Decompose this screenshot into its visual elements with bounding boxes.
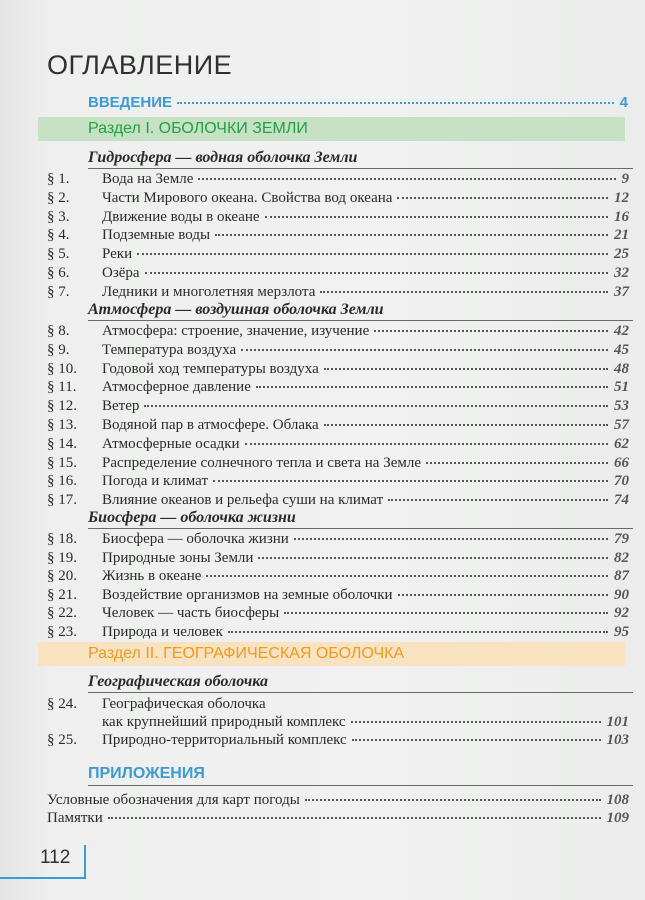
toc-row-page: 45: [614, 341, 629, 358]
toc-row-page: 108: [606, 792, 629, 808]
toc-row-intro[interactable]: [88, 93, 628, 113]
dot-leader: [144, 405, 608, 407]
group-title-hydrosphere: Гидросфера — водная оболочка Земли: [88, 149, 358, 166]
toc-row-page: 70: [614, 473, 629, 490]
toc-row-25[interactable]: [47, 730, 629, 750]
dot-leader: [206, 575, 608, 577]
dot-leader: [397, 197, 608, 199]
toc-row[interactable]: [47, 453, 629, 473]
toc-row[interactable]: [47, 471, 629, 491]
toc-row-title: Подземные воды: [102, 227, 211, 244]
toc-row-title: Природно-территориальный комплекс: [102, 732, 347, 748]
toc-row-page: 9: [621, 171, 629, 187]
toc-row[interactable]: [47, 340, 629, 360]
toc-row-page: 42: [614, 323, 629, 339]
group-title-atmosphere: Атмосфера — воздушная оболочка Земли: [88, 301, 384, 318]
toc-row-title: Природные зоны Земли: [102, 549, 254, 566]
toc-row-num: § 14.: [47, 435, 77, 452]
toc-row-page: 79: [614, 531, 629, 547]
toc-row[interactable]: [47, 566, 629, 586]
toc-row-num: § 10.: [47, 360, 77, 377]
dot-leader: [245, 443, 608, 445]
dot-leader: [426, 462, 608, 464]
toc-row-title: Реки: [102, 246, 133, 263]
toc-row-page: 51: [614, 379, 629, 396]
toc-row-page: 53: [614, 398, 629, 415]
toc-row-24-line2[interactable]: [47, 712, 629, 732]
toc-row-title: Ледники и многолетняя мерзлота: [102, 283, 316, 300]
toc-row-title: Распределение солнечного тепла и света на Земле: [102, 454, 422, 471]
toc-row-title: как крупнейший природный комплекс: [102, 714, 346, 730]
group-title-geo-shell: Географическая оболочка: [88, 673, 268, 690]
toc-row[interactable]: [47, 548, 629, 568]
dot-leader: [145, 272, 608, 274]
toc-row-page: 57: [614, 417, 629, 433]
section-title-2: Раздел II. ГЕОГРАФИЧЕСКАЯ ОБОЛОЧКА: [88, 645, 405, 662]
toc-row-page: 92: [614, 605, 629, 622]
toc-row-title: Атмосферные осадки: [102, 435, 240, 452]
dot-leader: [374, 330, 608, 332]
toc-row-title: Погода и климат: [102, 473, 209, 490]
group-title-biosphere: Биосфера — оболочка жизни: [88, 509, 296, 526]
toc-row-title: Памятки: [47, 810, 103, 826]
toc-row-num: § 2.: [47, 189, 70, 206]
toc-row-24-line1[interactable]: [47, 694, 629, 714]
toc-row-num: § 23.: [47, 624, 77, 640]
toc-row-title: Атмосфера: строение, значение, изучение: [102, 323, 370, 339]
toc-row[interactable]: [47, 359, 629, 379]
toc-row[interactable]: [47, 244, 629, 264]
toc-row-num: § 20.: [47, 568, 77, 585]
dot-leader: [398, 594, 608, 596]
toc-row[interactable]: [47, 225, 629, 245]
toc-row[interactable]: [47, 585, 629, 605]
dot-leader: [294, 538, 608, 540]
toc-row-page: 87: [614, 568, 629, 585]
dot-leader: [258, 557, 608, 559]
toc-row-page: 4: [619, 94, 628, 111]
toc-row-title: Человек — часть биосферы: [102, 605, 280, 622]
toc-row[interactable]: [47, 415, 629, 435]
dot-leader: [305, 799, 601, 801]
toc-row-num: § 15.: [47, 454, 77, 471]
group-underline: [88, 692, 633, 693]
toc-row[interactable]: [47, 377, 629, 397]
toc-row[interactable]: [47, 603, 629, 623]
toc-row-page: 16: [614, 208, 629, 225]
dot-leader: [324, 424, 608, 426]
toc-row-page: 66: [614, 454, 629, 471]
toc-row-num: § 3.: [47, 208, 70, 225]
dot-leader: [241, 349, 608, 351]
toc-row-num: § 9.: [47, 341, 70, 358]
dot-leader: [256, 386, 608, 388]
toc-row[interactable]: [47, 207, 629, 227]
toc-row-num: § 1.: [47, 171, 70, 187]
toc-row-title: Атмосферное давление: [102, 379, 251, 396]
page-number: 112: [40, 847, 71, 868]
toc-row[interactable]: [47, 263, 629, 283]
toc-row-num: § 11.: [47, 379, 77, 396]
toc-row-num: § 12.: [47, 398, 77, 415]
toc-row-page: 82: [614, 549, 629, 566]
toc-row-page: 74: [614, 492, 629, 509]
toc-row-page: 95: [614, 624, 629, 640]
toc-row-num: § 21.: [47, 586, 77, 603]
toc-row-num: § 4.: [47, 227, 70, 244]
toc-row-page: 25: [614, 246, 629, 263]
toc-row-page: 62: [614, 435, 629, 452]
dot-leader: [228, 631, 608, 633]
toc-row-title: Вода на Земле: [102, 171, 194, 187]
toc-row-num: § 6.: [47, 265, 70, 281]
toc-row-title: ВВЕДЕНИЕ: [88, 94, 172, 111]
toc-row[interactable]: [47, 282, 629, 302]
toc-row-page: 101: [606, 714, 629, 730]
dot-leader: [324, 368, 608, 370]
toc-row-num: § 16.: [47, 473, 77, 490]
toc-row[interactable]: [47, 622, 629, 642]
toc-row-page: 32: [614, 265, 629, 281]
page-heading: ОГЛАВЛЕНИЕ: [47, 50, 233, 80]
toc-row-num: § 7.: [47, 283, 70, 300]
toc-row-page: 109: [606, 810, 629, 826]
dot-leader: [213, 480, 608, 482]
dot-leader: [108, 817, 601, 819]
toc-row[interactable]: [47, 529, 629, 549]
toc-row[interactable]: [47, 188, 629, 208]
toc-row-title: Годовой ход температуры воздуха: [102, 360, 319, 377]
toc-row-title: Биосфера — оболочка жизни: [102, 531, 289, 547]
dot-leader: [137, 253, 608, 255]
toc-row-title: Воздействие организмов на земные оболочки: [102, 586, 393, 603]
toc-row-title: Движение воды в океане: [102, 208, 260, 225]
toc-row-num: § 5.: [47, 246, 70, 263]
toc-row-title: Части Мирового океана. Свойства вод океана: [102, 189, 393, 206]
toc-row-appendix-1[interactable]: [47, 790, 629, 810]
toc-row-title: Озёра: [102, 265, 140, 281]
toc-row-num: § 8.: [47, 323, 70, 339]
toc-row[interactable]: [47, 169, 629, 189]
toc-row-page: 21: [614, 227, 629, 244]
toc-row-title: Влияние океанов и рельефа суши на климат: [102, 492, 384, 509]
toc-row-title: Температура воздуха: [102, 341, 237, 358]
group-underline: [88, 785, 633, 786]
toc-row-num: § 18.: [47, 531, 77, 547]
toc-row-appendix-2[interactable]: [47, 808, 629, 828]
toc-row-title: Жизнь в океане: [102, 568, 202, 585]
toc-row-title: Географическая оболочка: [102, 696, 266, 712]
toc-row-num: § 19.: [47, 549, 77, 566]
toc-row-title: Водяной пар в атмосфере. Облака: [102, 417, 319, 433]
toc-row-num: § 22.: [47, 605, 77, 622]
dot-leader: [265, 216, 608, 218]
dot-leader: [215, 234, 608, 236]
toc-row-title: Природа и человек: [102, 624, 223, 640]
toc-row-num: § 17.: [47, 492, 77, 509]
toc-row-num: § 24.: [47, 696, 77, 712]
dot-leader: [351, 721, 601, 723]
toc-row-title: Ветер: [102, 398, 140, 415]
dot-leader: [388, 499, 608, 501]
dot-leader: [352, 739, 601, 741]
toc-row[interactable]: [47, 321, 629, 341]
appendix-title: ПРИЛОЖЕНИЯ: [88, 765, 205, 782]
toc-row-page: 90: [614, 586, 629, 603]
toc-row[interactable]: [47, 396, 629, 416]
toc-row-page: 37: [614, 283, 629, 300]
dot-leader: [177, 102, 614, 104]
dot-leader: [198, 178, 615, 180]
section-title-1: Раздел I. ОБОЛОЧКИ ЗЕМЛИ: [88, 120, 308, 137]
toc-row-title: Условные обозначения для карт погоды: [47, 792, 300, 808]
toc-row-page: 48: [614, 360, 629, 377]
toc-row-page: 103: [606, 732, 629, 748]
toc-row-num: § 13.: [47, 417, 77, 433]
dot-leader: [284, 612, 608, 614]
toc-row[interactable]: [47, 434, 629, 454]
dot-leader: [320, 291, 608, 293]
toc-row-num: § 25.: [47, 732, 77, 748]
toc-row-page: 12: [614, 189, 629, 206]
